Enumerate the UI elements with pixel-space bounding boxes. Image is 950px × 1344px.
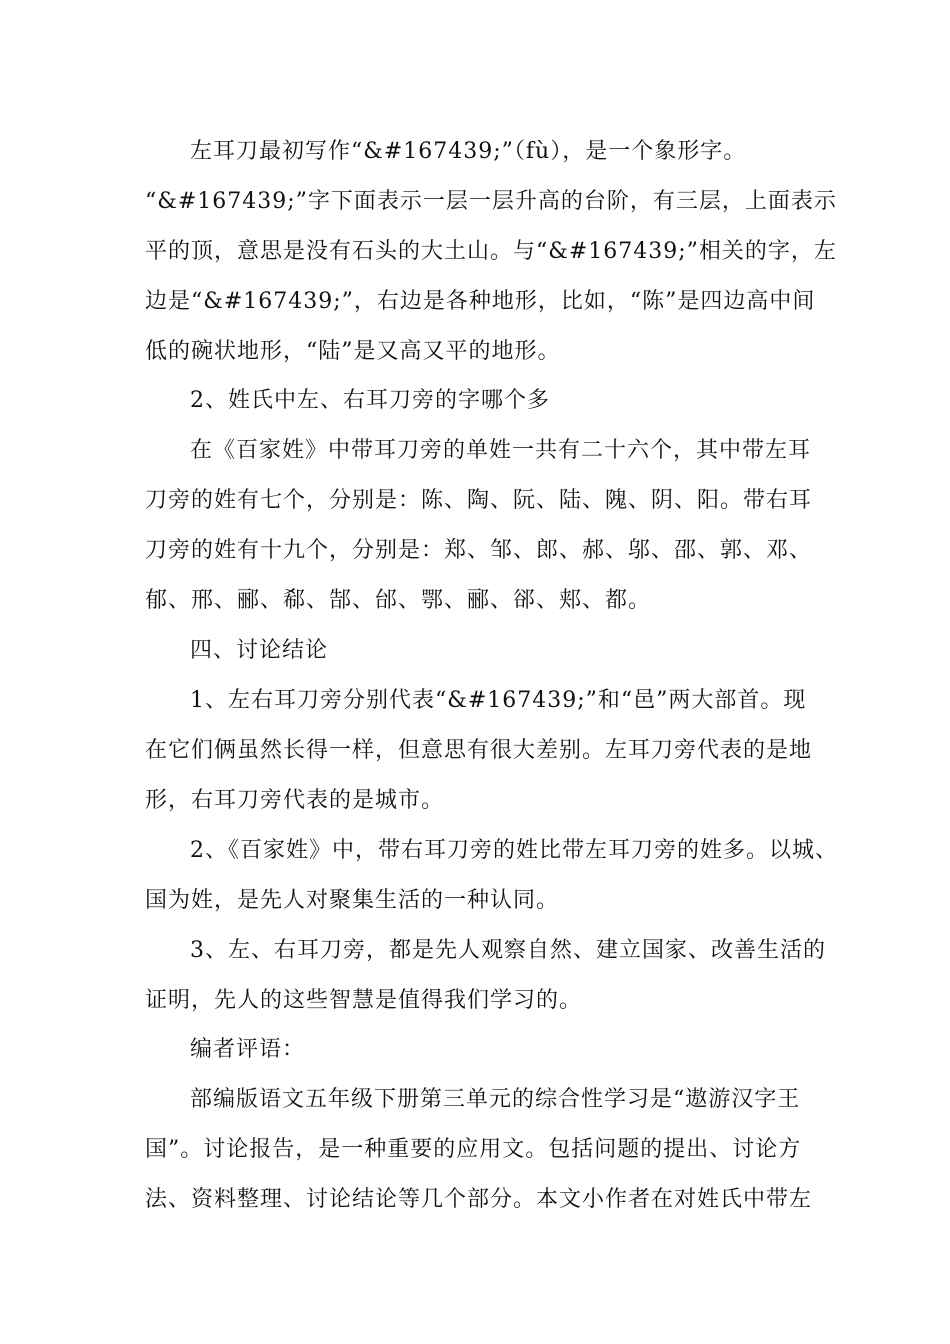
paragraph-line: 边是“&#167439;”，右边是各种地形，比如，“陈”是四边高中间 [145, 289, 816, 314]
section-heading: 编者评语： [190, 1037, 306, 1062]
paragraph-line: 证明，先人的这些智慧是值得我们学习的。 [145, 988, 583, 1013]
paragraph-line: 郁、邢、郦、郗、郜、邰、鄂、郦、郤、郏、都。 [145, 588, 652, 613]
paragraph-line: 刀旁的姓有七个，分别是：陈、陶、阮、陆、隗、阴、阳。带右耳 [145, 488, 813, 513]
paragraph-line: 国为姓，是先人对聚集生活的一种认同。 [145, 888, 560, 913]
paragraph-line: 刀旁的姓有十九个，分别是：郑、邹、郎、郝、邬、邵、郭、邓、 [145, 538, 813, 563]
paragraph-line: 1、左右耳刀旁分别代表“&#167439;”和“邑”两大部首。现 [190, 688, 807, 713]
paragraph-line: 2、《百家姓》中，带右耳刀旁的姓比带左耳刀旁的姓多。以城、 [190, 838, 838, 863]
section-heading: 2、姓氏中左、右耳刀旁的字哪个多 [190, 388, 550, 413]
paragraph-line: 部编版语文五年级下册第三单元的综合性学习是“遨游汉字王 [190, 1087, 801, 1112]
paragraph-line: 3、左、右耳刀旁，都是先人观察自然、建立国家、改善生活的 [190, 938, 826, 963]
paragraph-line: 平的顶，意思是没有石头的大土山。与“&#167439;”相关的字，左 [145, 239, 837, 264]
paragraph-line: 国”。讨论报告，是一种重要的应用文。包括问题的提出、讨论方 [145, 1137, 802, 1162]
paragraph-line: 低的碗状地形，“陆”是又高又平的地形。 [145, 339, 561, 364]
paragraph-line: 形，右耳刀旁代表的是城市。 [145, 788, 445, 813]
paragraph-line: 左耳刀最初写作“&#167439;”（fù），是一个象形字。 [190, 139, 747, 164]
paragraph-line: 法、资料整理、讨论结论等几个部分。本文小作者在对姓氏中带左 [145, 1187, 813, 1212]
paragraph-line: “&#167439;”字下面表示一层一层升高的台阶，有三层，上面表示 [145, 189, 837, 214]
section-heading: 四、讨论结论 [190, 638, 329, 663]
paragraph-line: 在它们俩虽然长得一样，但意思有很大差别。左耳刀旁代表的是地 [145, 738, 813, 763]
paragraph-line: 在《百家姓》中带耳刀旁的单姓一共有二十六个，其中带左耳 [190, 438, 812, 463]
